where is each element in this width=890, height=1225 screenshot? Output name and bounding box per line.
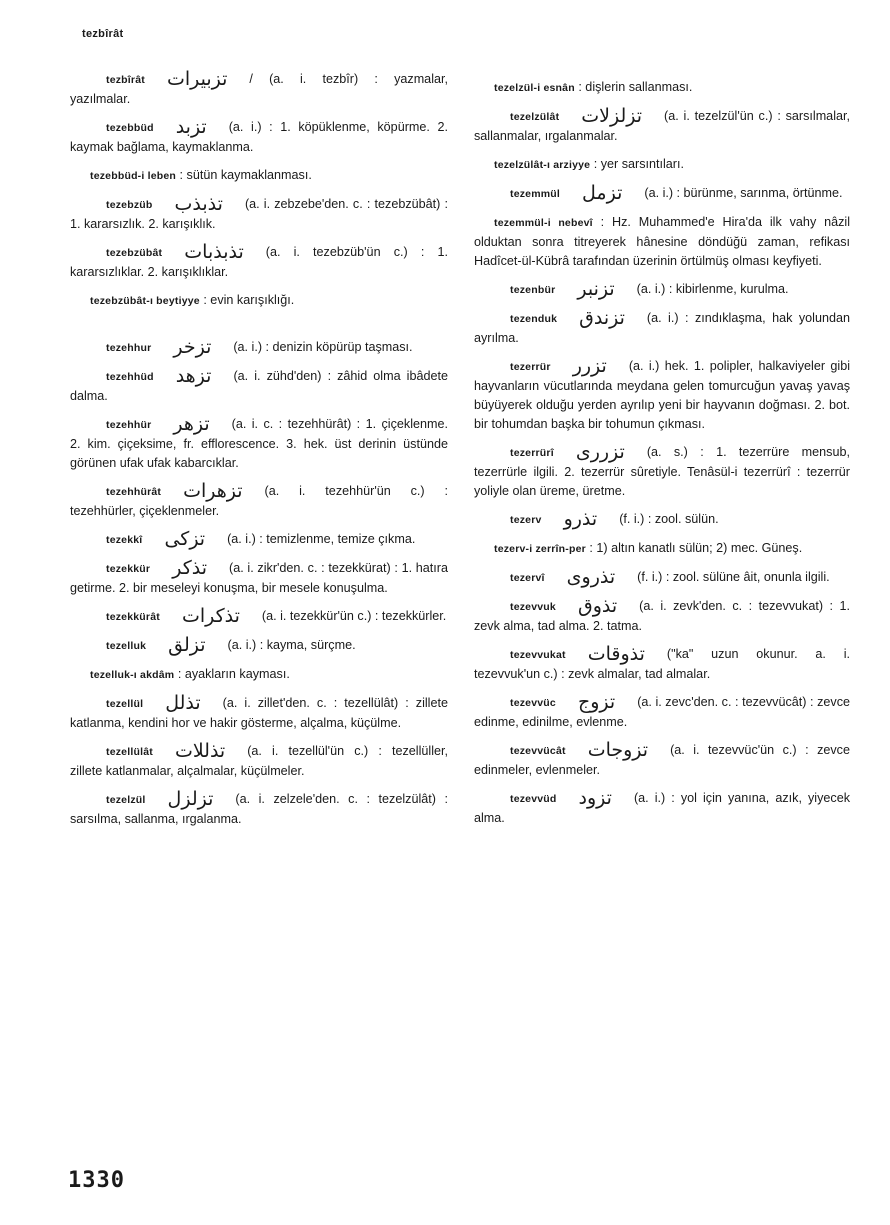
entry-arabic-script: تذبذبات	[184, 241, 244, 263]
entry-headword: tezekkî	[106, 534, 143, 546]
entry-definition: (f. i.) : zool. sülüne âit, onunla ilgili.	[637, 570, 830, 584]
entry-headword: tezellül	[106, 698, 144, 710]
entry-definition: (a. s.) : 1. tezerrüre mensub, tezerrürle ilgili. 2. tezerrür sûretiyle. Tenâsül-i tezerrürî : tezerrür yoliyle olan üreme, üretme.	[474, 445, 850, 498]
dictionary-entry	[70, 742, 448, 781]
entry-headword: tezelzülât	[510, 111, 560, 123]
entry-definition: (a. i.) : denizin köpürüp taşması.	[233, 340, 413, 354]
dictionary-entry	[474, 107, 850, 146]
entry-arabic-script: تزوجات	[587, 739, 649, 761]
entry-arabic-script: تذبذب	[174, 193, 223, 215]
entry-subheadword: tezebzübât-ı beytiyye	[90, 295, 200, 307]
entry-definition: (a. i. tezelzül'ün c.) : sarsılmalar, sallanmalar, ırgalanmalar.	[474, 109, 850, 143]
entry-headword: tezelluk	[106, 640, 147, 652]
entry-definition: (a. i.) : 1. köpüklenme, köpürme. 2. kaymak bağlama, kaymaklanma.	[70, 120, 448, 154]
dictionary-entry	[474, 645, 850, 684]
entry-headword: tezevvüd	[510, 793, 557, 805]
dictionary-entry	[70, 415, 448, 473]
entry-definition: ("ka" uzun okunur. a. i. tezevvuk'un c.) : zevk almalar, tad almalar.	[474, 647, 850, 681]
entry-definition: (a. i. c. : tezehhürât) : 1. çiçeklenme. 2. kim. çiçeksime, fr. efflorescence. 3. hek. üst derinin üstünde görünen ufak ufak kabarcıklar.	[70, 417, 448, 470]
entry-definition: (a. i.) : kayma, sürçme.	[227, 638, 356, 652]
entry-headword: tezelzül	[106, 794, 146, 806]
dictionary-entry	[474, 693, 850, 732]
entry-arabic-script: تذوقات	[587, 643, 645, 665]
entry-headword: tezevvücât	[510, 745, 566, 757]
entry-subheadword: tezelluk-ı akdâm	[90, 669, 175, 681]
entry-definition: (a. i. zühd'den) : zâhid olma ibâdete dalma.	[70, 369, 448, 403]
entry-subheadword: tezemmül-i nebevî	[494, 217, 593, 229]
entry-arabic-script: تزلزل	[167, 788, 214, 810]
entry-subheadword: tezelzülât-ı arziyye	[494, 159, 591, 171]
page-number: 1330	[68, 1168, 125, 1193]
dictionary-entry	[70, 694, 448, 733]
entry-arabic-script: تذروى	[566, 566, 616, 588]
entry-definition: (a. i.) hek. 1. polipler, halkaviyeler gibi hayvanların vücutlarında meydana gelen tomurcuğun yavaş yavaş büyüyerek olduğu yerden ayrılıp yeni bir hayvanın doğması. 2. bot. bir tohumdan başka bir tohumun çıkması.	[474, 359, 850, 431]
entry-definition: (a. i. tezekkür'ün c.) : tezekkürler.	[261, 609, 447, 623]
entry-arabic-script: تزود	[578, 787, 612, 809]
entry-definition: : evin karışıklığı.	[203, 293, 295, 307]
entry-definition: / (a. i. tezbîr) : yazmalar, yazılmalar.	[70, 72, 448, 106]
entry-definition: (a. i. zevk'den. c. : tezevvukat) : 1. zevk alma, tad alma. 2. tatma.	[474, 599, 850, 633]
entry-definition: (a. i. tezevvüc'ün c.) : zevce edinmeler, evlenmeler.	[474, 743, 850, 777]
dictionary-entry	[474, 309, 850, 348]
entry-definition: : sütün kaymaklanması.	[179, 168, 312, 182]
entry-headword: tezehhürât	[106, 486, 162, 498]
entry-headword: tezebbüd	[106, 122, 154, 134]
dictionary-entry	[474, 443, 850, 501]
left-column	[70, 70, 448, 838]
right-column	[474, 78, 850, 837]
dictionary-entry	[474, 510, 850, 530]
entry-definition: (a. i. zebzebe'den. c. : tezebzübât) : 1. kararsızlık. 2. karışıklık.	[70, 197, 448, 231]
dictionary-entry	[70, 243, 448, 282]
entry-arabic-script: تزبيرات	[166, 68, 228, 90]
entry-definition: (a. i.) : bürünme, sarınma, örtünme.	[644, 186, 843, 200]
entry-definition: (a. i. zillet'den. c. : tezellülât) : zillete katlanma, kendini hor ve hakir gösterme, alçalma, küçülme.	[70, 696, 448, 730]
entry-headword: tezekkürât	[106, 611, 160, 623]
entry-headword: tezenduk	[510, 313, 558, 325]
entry-definition: : dişlerin sallanması.	[578, 80, 693, 94]
entry-headword: tezellülât	[106, 746, 153, 758]
entry-arabic-script: تزلق	[168, 634, 206, 656]
entry-headword: tezerrürî	[510, 447, 554, 459]
entry-arabic-script: تزكى	[164, 528, 206, 550]
dictionary-entry	[70, 482, 448, 521]
entry-definition: (a. i. tezehhür'ün c.) : tezehhürler, çiçeklenmeler.	[70, 484, 448, 518]
dictionary-entry	[474, 280, 850, 300]
entry-definition: : 1) altın kanatlı sülün; 2) mec. Güneş.	[589, 541, 803, 555]
entry-subheadword: tezelzül-i esnân	[494, 82, 575, 94]
entry-arabic-script: تزررى	[575, 441, 625, 463]
dictionary-entry	[70, 118, 448, 157]
entry-definition: (a. i.) : temizlenme, temize çıkma.	[227, 532, 416, 546]
entry-headword: tezerv	[510, 514, 542, 526]
dictionary-entry	[70, 338, 448, 358]
entry-arabic-script: تزهرات	[183, 480, 243, 502]
dictionary-entry	[70, 70, 448, 109]
dictionary-entry	[474, 155, 850, 175]
entry-definition: (a. i. tezebzüb'ün c.) : 1. kararsızlıklar. 2. karışıklıklar.	[70, 245, 448, 279]
entry-headword: tezebzübât	[106, 247, 163, 259]
entry-arabic-script: تزبد	[175, 116, 207, 138]
entry-arabic-script: تزنبر	[577, 278, 615, 300]
dictionary-entry	[70, 291, 448, 311]
dictionary-entry	[70, 607, 448, 627]
entry-arabic-script: تذوق	[577, 595, 618, 617]
dictionary-entry	[70, 195, 448, 234]
entry-headword: tezehhur	[106, 342, 152, 354]
entry-arabic-script: تزوج	[577, 691, 616, 713]
entry-subheadword: tezebbüd-i leben	[90, 170, 177, 182]
entry-arabic-script: تذلل	[165, 692, 201, 714]
entry-definition: (f. i.) : zool. sülün.	[619, 512, 719, 526]
entry-definition: (a. i.) : kibirlenme, kurulma.	[636, 282, 789, 296]
entry-arabic-script: تزخر	[173, 336, 212, 358]
entry-headword: tezevvüc	[510, 697, 556, 709]
dictionary-entry	[474, 357, 850, 434]
entry-headword: tezebzüb	[106, 199, 153, 211]
entry-arabic-script: تذرو	[563, 508, 598, 530]
entry-headword: tezbîrât	[106, 74, 145, 86]
dictionary-entry	[70, 166, 448, 186]
dictionary-entry	[474, 597, 850, 636]
dictionary-entry	[474, 789, 850, 828]
dictionary-entry	[70, 559, 448, 598]
entry-arabic-script: تزهر	[173, 413, 210, 435]
entry-headword: tezekkür	[106, 563, 151, 575]
entry-arabic-script: تذكرات	[181, 605, 240, 627]
entry-headword: tezevvukat	[510, 649, 566, 661]
entry-spacer	[70, 320, 448, 338]
entry-definition: (a. i. zelzele'den. c. : tezelzülât) : sarsılma, sallanma, ırgalanma.	[70, 792, 448, 826]
dictionary-entry	[70, 367, 448, 406]
entry-definition: : Hz. Muhammed'e Hira'da ilk vahy nâzil olduktan sonra titreyerek hânesine döndüğü zaman, refikası Hadîcet-ül-Kübrâ tarafından üzerinin örtülmüş olması keyfiyeti.	[474, 215, 850, 268]
entry-definition: (a. i.) : zındıklaşma, hak yolundan ayrılma.	[474, 311, 850, 345]
entry-headword: tezehhür	[106, 419, 152, 431]
entry-arabic-script: تذكر	[172, 557, 208, 579]
entry-arabic-script: تزرر	[572, 355, 607, 377]
entry-arabic-script: تزندق	[579, 307, 625, 329]
dictionary-entry	[474, 741, 850, 780]
entry-arabic-script: تزمل	[582, 182, 623, 204]
entry-headword: tezevvuk	[510, 601, 556, 613]
entry-definition: : ayakların kayması.	[177, 667, 290, 681]
entry-subheadword: tezerv-i zerrîn-per	[494, 543, 586, 555]
running-head: tezbîrât	[82, 28, 124, 40]
entry-headword: tezenbür	[510, 284, 556, 296]
entry-definition: (a. i. zevc'den. c. : tezevvücât) : zevce edinme, edinilme, evlenme.	[474, 695, 850, 729]
entry-headword: tezemmül	[510, 188, 561, 200]
entry-definition: : yer sarsıntıları.	[593, 157, 684, 171]
entry-headword: tezehhüd	[106, 371, 154, 383]
entry-definition: (a. i. zikr'den. c. : tezekkürat) : 1. hatıra getirme. 2. bir meseleyi konuşma, bir mesele konuşulma.	[70, 561, 448, 595]
entry-arabic-script: تذللات	[174, 740, 226, 762]
entry-definition: (a. i. tezellül'ün c.) : tezellüller, zillete katlanmalar, alçalmalar, küçülmeler.	[70, 744, 448, 778]
dictionary-entry	[70, 665, 448, 685]
dictionary-entry	[70, 636, 448, 656]
entry-headword: tezervî	[510, 572, 545, 584]
entry-definition: (a. i.) : yol için yanına, azık, yiyecek alma.	[474, 791, 850, 825]
dictionary-entry	[474, 78, 850, 98]
dictionary-entry	[474, 568, 850, 588]
entry-arabic-script: تزلزلات	[581, 105, 643, 127]
entry-headword: tezerrür	[510, 361, 551, 373]
dictionary-entry	[70, 530, 448, 550]
dictionary-entry	[70, 790, 448, 829]
dictionary-entry	[474, 213, 850, 271]
dictionary-entry	[474, 539, 850, 559]
dictionary-entry	[474, 184, 850, 204]
entry-arabic-script: تزهد	[175, 365, 212, 387]
